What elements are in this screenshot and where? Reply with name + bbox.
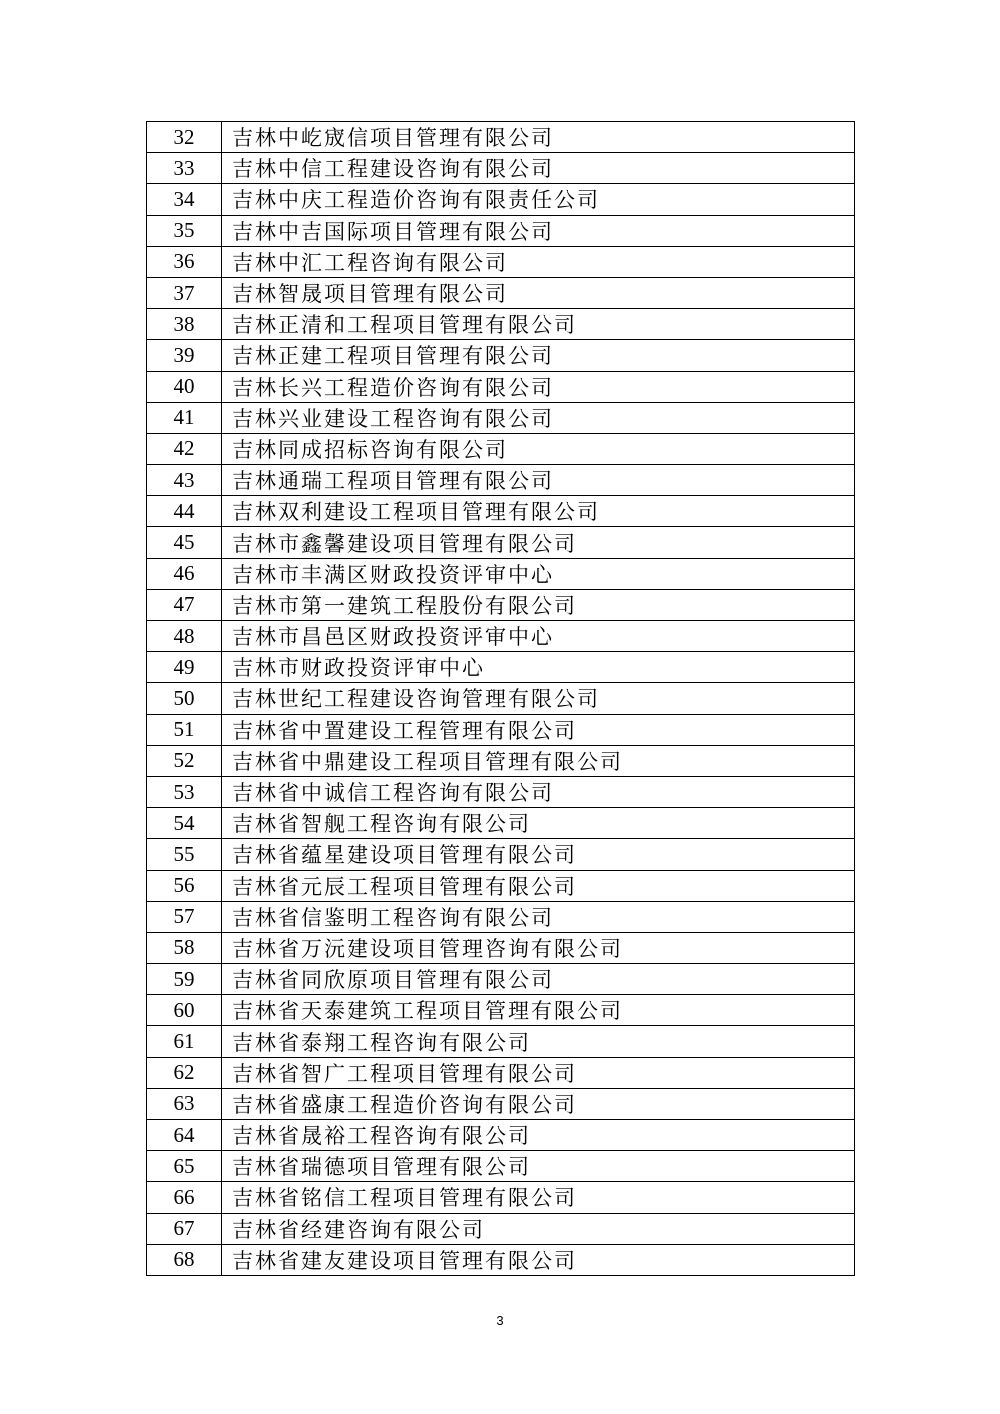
row-number: 33	[147, 153, 222, 184]
company-name: 吉林双利建设工程项目管理有限公司	[222, 496, 855, 527]
table-row	[147, 1182, 855, 1213]
table-row	[147, 465, 855, 496]
row-number: 57	[147, 901, 222, 932]
company-name: 吉林同成招标咨询有限公司	[222, 433, 855, 464]
company-name: 吉林省中诚信工程咨询有限公司	[222, 776, 855, 807]
row-number: 64	[147, 1120, 222, 1151]
table-row	[147, 496, 855, 527]
company-name: 吉林省智舰工程咨询有限公司	[222, 808, 855, 839]
table-row	[147, 621, 855, 652]
row-number: 54	[147, 808, 222, 839]
company-name: 吉林省中置建设工程管理有限公司	[222, 714, 855, 745]
table-row	[147, 1057, 855, 1088]
row-number: 52	[147, 745, 222, 776]
table-row	[147, 1244, 855, 1275]
row-number: 48	[147, 621, 222, 652]
company-name: 吉林中吉国际项目管理有限公司	[222, 215, 855, 246]
company-name: 吉林市鑫馨建设项目管理有限公司	[222, 527, 855, 558]
row-number: 62	[147, 1057, 222, 1088]
table-row	[147, 870, 855, 901]
table-row	[147, 808, 855, 839]
row-number: 49	[147, 652, 222, 683]
row-number: 50	[147, 683, 222, 714]
row-number: 35	[147, 215, 222, 246]
row-number: 38	[147, 309, 222, 340]
table-row	[147, 1151, 855, 1182]
table-row	[147, 371, 855, 402]
row-number: 63	[147, 1088, 222, 1119]
row-number: 47	[147, 589, 222, 620]
row-number: 55	[147, 839, 222, 870]
company-name: 吉林正建工程项目管理有限公司	[222, 340, 855, 371]
company-name: 吉林省中鼎建设工程项目管理有限公司	[222, 745, 855, 776]
table-row	[147, 309, 855, 340]
table-row	[147, 246, 855, 277]
table-row	[147, 901, 855, 932]
company-name: 吉林省瑞德项目管理有限公司	[222, 1151, 855, 1182]
company-name: 吉林世纪工程建设咨询管理有限公司	[222, 683, 855, 714]
row-number: 65	[147, 1151, 222, 1182]
table-row	[147, 964, 855, 995]
table-row	[147, 589, 855, 620]
table-row	[147, 932, 855, 963]
table-row	[147, 558, 855, 589]
row-number: 60	[147, 995, 222, 1026]
row-number: 44	[147, 496, 222, 527]
row-number: 42	[147, 433, 222, 464]
table-row	[147, 839, 855, 870]
company-name: 吉林省建友建设项目管理有限公司	[222, 1244, 855, 1275]
company-name: 吉林智晟项目管理有限公司	[222, 277, 855, 308]
row-number: 58	[147, 932, 222, 963]
row-number: 56	[147, 870, 222, 901]
company-list-body	[147, 122, 855, 1276]
table-row	[147, 153, 855, 184]
table-row	[147, 340, 855, 371]
table-row	[147, 776, 855, 807]
company-name: 吉林省万沅建设项目管理咨询有限公司	[222, 932, 855, 963]
row-number: 40	[147, 371, 222, 402]
company-name: 吉林中汇工程咨询有限公司	[222, 246, 855, 277]
row-number: 41	[147, 402, 222, 433]
row-number: 67	[147, 1213, 222, 1244]
row-number: 36	[147, 246, 222, 277]
company-name: 吉林兴业建设工程咨询有限公司	[222, 402, 855, 433]
company-name: 吉林省天泰建筑工程项目管理有限公司	[222, 995, 855, 1026]
company-name: 吉林长兴工程造价咨询有限公司	[222, 371, 855, 402]
company-name: 吉林中屹宬信项目管理有限公司	[222, 122, 855, 153]
row-number: 43	[147, 465, 222, 496]
row-number: 68	[147, 1244, 222, 1275]
table-row	[147, 122, 855, 153]
page-number: 3	[496, 1313, 504, 1328]
table-row	[147, 1120, 855, 1151]
company-name: 吉林省晟裕工程咨询有限公司	[222, 1120, 855, 1151]
table-row	[147, 714, 855, 745]
company-name: 吉林省泰翔工程咨询有限公司	[222, 1026, 855, 1057]
table-row	[147, 277, 855, 308]
company-name: 吉林省经建咨询有限公司	[222, 1213, 855, 1244]
company-name: 吉林中庆工程造价咨询有限责任公司	[222, 184, 855, 215]
table-row	[147, 1088, 855, 1119]
company-name: 吉林省同欣原项目管理有限公司	[222, 964, 855, 995]
table-row	[147, 745, 855, 776]
company-name: 吉林市丰满区财政投资评审中心	[222, 558, 855, 589]
company-name: 吉林省信鉴明工程咨询有限公司	[222, 901, 855, 932]
table-row	[147, 683, 855, 714]
row-number: 66	[147, 1182, 222, 1213]
company-name: 吉林省铭信工程项目管理有限公司	[222, 1182, 855, 1213]
table-row	[147, 215, 855, 246]
row-number: 32	[147, 122, 222, 153]
table-row	[147, 652, 855, 683]
table-row	[147, 995, 855, 1026]
company-name: 吉林中信工程建设咨询有限公司	[222, 153, 855, 184]
row-number: 34	[147, 184, 222, 215]
company-name: 吉林省元辰工程项目管理有限公司	[222, 870, 855, 901]
row-number: 59	[147, 964, 222, 995]
company-name: 吉林省蕴星建设项目管理有限公司	[222, 839, 855, 870]
company-name: 吉林通瑞工程项目管理有限公司	[222, 465, 855, 496]
company-name: 吉林市第一建筑工程股份有限公司	[222, 589, 855, 620]
table-row	[147, 1213, 855, 1244]
row-number: 37	[147, 277, 222, 308]
table-row	[147, 184, 855, 215]
company-name: 吉林市昌邑区财政投资评审中心	[222, 621, 855, 652]
row-number: 45	[147, 527, 222, 558]
row-number: 61	[147, 1026, 222, 1057]
table-row	[147, 433, 855, 464]
table-row	[147, 527, 855, 558]
row-number: 53	[147, 776, 222, 807]
table-row	[147, 402, 855, 433]
table-row	[147, 1026, 855, 1057]
row-number: 39	[147, 340, 222, 371]
company-name: 吉林省智广工程项目管理有限公司	[222, 1057, 855, 1088]
company-list-table	[146, 121, 855, 1276]
row-number: 51	[147, 714, 222, 745]
company-name: 吉林省盛康工程造价咨询有限公司	[222, 1088, 855, 1119]
company-name: 吉林正清和工程项目管理有限公司	[222, 309, 855, 340]
row-number: 46	[147, 558, 222, 589]
company-name: 吉林市财政投资评审中心	[222, 652, 855, 683]
